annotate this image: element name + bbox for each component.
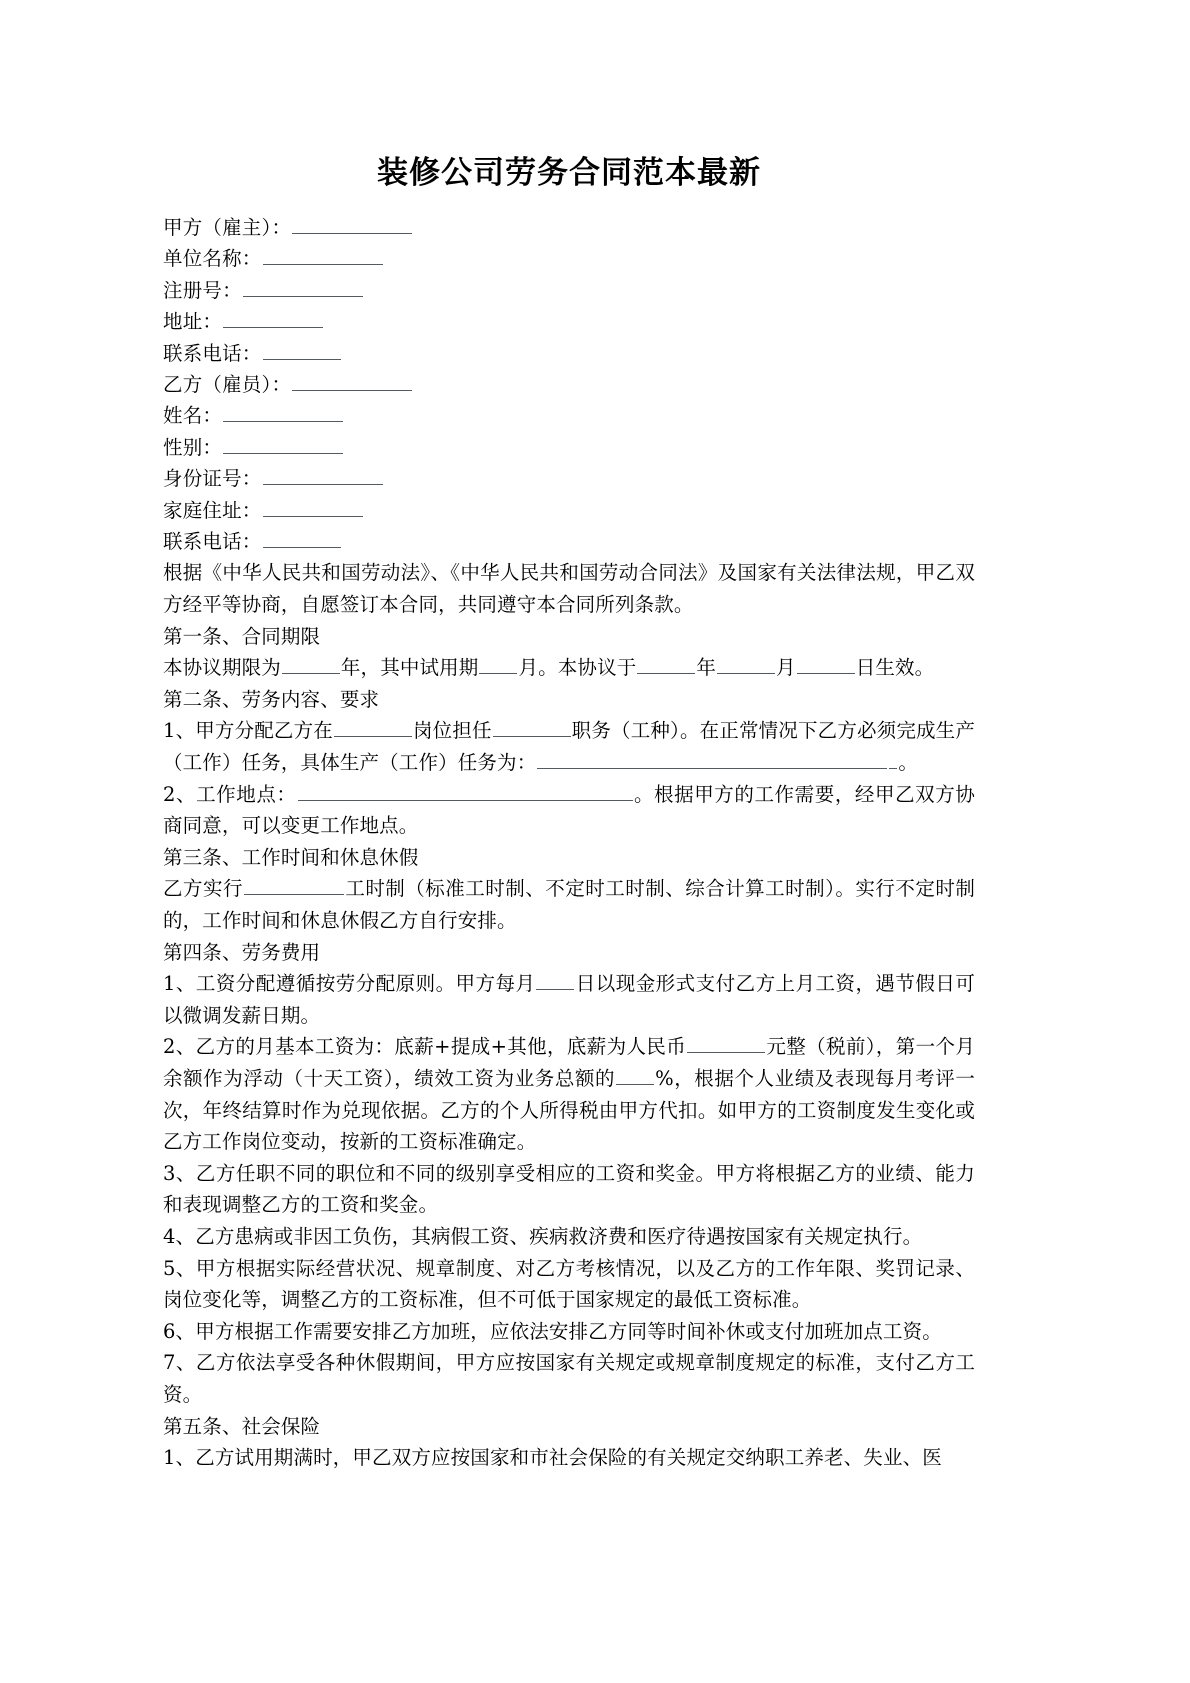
party-field-input-blank[interactable] xyxy=(223,403,343,423)
party-field-label: 姓名： xyxy=(163,404,223,428)
party-field-label: 乙方（雇员）： xyxy=(163,373,292,397)
article-clause xyxy=(163,1221,975,1253)
article-clause xyxy=(163,1442,975,1474)
clause-fill-in-blank[interactable] xyxy=(687,1034,765,1054)
clause-fill-in-blank[interactable] xyxy=(298,781,633,801)
party-field-row xyxy=(163,463,975,494)
article-heading: 第五条、社会保险 xyxy=(163,1414,321,1438)
article-clause xyxy=(163,1316,975,1348)
party-field-row xyxy=(163,212,975,243)
clause-fill-in-blank[interactable] xyxy=(889,750,897,770)
party-fields-block xyxy=(163,212,975,557)
clause-fill-in-blank[interactable] xyxy=(282,655,340,675)
clause-text: 6、甲方根据工作需要安排乙方加班，应依法安排乙方同等时间补休或支付加班加点工资。 xyxy=(163,1319,942,1343)
party-field-row xyxy=(163,432,975,463)
clause-text: 年，其中试用期 xyxy=(340,656,479,680)
party-field-label: 联系电话： xyxy=(163,341,262,365)
party-field-input-blank[interactable] xyxy=(263,340,341,360)
party-field-label: 地址： xyxy=(163,310,223,334)
party-field-row xyxy=(163,369,975,400)
clause-text: 工时制（标准工时制、不定时工时制、综合计算工时制）。实行不定时制的，工作时间和休息休假乙方自行安排。 xyxy=(163,877,975,932)
party-field-input-blank[interactable] xyxy=(263,529,341,549)
clause-text: 本协议期限为 xyxy=(163,656,281,680)
party-field-input-blank[interactable] xyxy=(263,246,383,266)
clause-text: 1、甲方分配乙方在 xyxy=(163,719,333,743)
article-clause xyxy=(163,1031,975,1157)
party-field-input-blank[interactable] xyxy=(223,434,343,454)
clause-text: 日以现金形式支付乙方上月工资，遇节假日可以微调发薪日期。 xyxy=(163,972,975,1027)
clause-fill-in-blank[interactable] xyxy=(717,655,775,675)
clause-text: %，根据个人业绩及表现每月考评一次，年终结算时作为兑现依据。乙方的个人所得税由甲方代扣。如甲方的工资制度发生变化或乙方工作岗位变动，按新的工资标准确定。 xyxy=(163,1066,975,1154)
party-field-label: 性别： xyxy=(163,435,223,459)
clause-text: 5、甲方根据实际经营状况、规章制度、对乙方考核情况，以及乙方的工作年限、奖罚记录、岗位变化等，调整乙方的工资标准，但不可低于国家规定的最低工资标准。 xyxy=(163,1256,975,1312)
party-field-input-blank[interactable] xyxy=(263,466,383,486)
party-field-input-blank[interactable] xyxy=(223,309,323,329)
article-clause xyxy=(163,1347,975,1410)
clause-fill-in-blank[interactable] xyxy=(616,1065,654,1085)
party-field-row xyxy=(163,400,975,431)
party-field-label: 身份证号： xyxy=(163,467,262,491)
party-field-row xyxy=(163,526,975,557)
clause-text: 乙方实行 xyxy=(163,877,243,901)
party-field-row xyxy=(163,306,975,337)
article-clause xyxy=(163,715,975,778)
party-field-label: 单位名称： xyxy=(163,247,262,271)
article-clause xyxy=(163,873,975,936)
clause-fill-in-blank[interactable] xyxy=(493,718,571,738)
party-field-label: 家庭住址： xyxy=(163,498,262,522)
articles-block xyxy=(163,621,975,1474)
party-field-input-blank[interactable] xyxy=(292,214,412,234)
clause-fill-in-blank[interactable] xyxy=(334,718,412,738)
party-field-row xyxy=(163,243,975,274)
party-field-input-blank[interactable] xyxy=(243,277,363,297)
article-clause xyxy=(163,779,975,842)
clause-fill-in-blank[interactable] xyxy=(244,876,344,896)
clause-fill-in-blank[interactable] xyxy=(537,750,887,770)
party-field-label: 联系电话： xyxy=(163,530,262,554)
article-heading: 第四条、劳务费用 xyxy=(163,940,321,964)
clause-text: 年 xyxy=(696,656,717,680)
party-field-label: 甲方（雇主）： xyxy=(163,216,292,239)
clause-fill-in-blank[interactable] xyxy=(797,655,855,675)
clause-fill-in-blank[interactable] xyxy=(479,655,517,675)
preamble-paragraph: 根据《中华人民共和国劳动法》、《中华人民共和国劳动合同法》及国家有关法律法规，甲乙双方经平等协商，自愿签订本合同，共同遵守本合同所列条款。 xyxy=(163,561,975,617)
article-heading: 第一条、合同期限 xyxy=(163,624,321,648)
clause-text: 3、乙方任职不同的职位和不同的级别享受相应的工资和奖金。甲方将根据乙方的业绩、能力和表现调整乙方的工资和奖金。 xyxy=(163,1161,975,1217)
clause-text: 1、乙方试用期满时，甲乙双方应按国家和市社会保险的有关规定交纳职工养老、失业、医 xyxy=(163,1446,942,1470)
page-title: 装修公司劳务合同范本最新 xyxy=(377,155,761,191)
clause-text: 元整（税前），第一个月余额作为浮动（十天工资），绩效工资为业务总额的 xyxy=(163,1035,975,1090)
clause-text: 月。本协议于 xyxy=(518,656,637,680)
article-clause xyxy=(163,1253,975,1316)
article-clause xyxy=(163,1158,975,1221)
clause-text: 4、乙方患病或非因工负伤，其病假工资、疾病救济费和医疗待遇按国家有关规定执行。 xyxy=(163,1224,923,1248)
clause-text: 2、乙方的月基本工资为：底薪+提成+其他，底薪为人民币 xyxy=(163,1035,687,1059)
article-clause xyxy=(163,652,975,684)
article-heading: 第三条、工作时间和休息休假 xyxy=(163,845,419,869)
clause-text: 2、工作地点： xyxy=(163,782,297,806)
party-field-row xyxy=(163,338,975,369)
party-field-input-blank[interactable] xyxy=(292,372,412,392)
clause-text: 职务（工种）。在正常情况下乙方必须完成生产（工作）任务，具体生产（工作）任务为： xyxy=(163,719,975,775)
clause-text: 岗位担任 xyxy=(412,719,492,743)
article-clause xyxy=(163,968,975,1031)
clause-text: 月 xyxy=(776,656,796,680)
party-field-label: 注册号： xyxy=(163,278,242,302)
clause-text: 日生效。 xyxy=(855,656,935,680)
party-field-row xyxy=(163,275,975,306)
document-body xyxy=(163,140,975,1474)
clause-text: 。根据甲方的工作需要，经甲乙双方协商同意，可以变更工作地点。 xyxy=(163,782,975,838)
party-field-row xyxy=(163,495,975,526)
clause-text: 7、乙方依法享受各种休假期间，甲方应按国家有关规定或规章制度规定的标准，支付乙方工资。 xyxy=(163,1351,975,1406)
article-heading: 第二条、劳务内容、要求 xyxy=(163,687,380,711)
party-field-input-blank[interactable] xyxy=(263,497,363,517)
clause-text: 1、工资分配遵循按劳分配原则。甲方每月 xyxy=(163,972,536,996)
clause-fill-in-blank[interactable] xyxy=(536,971,574,991)
clause-fill-in-blank[interactable] xyxy=(637,655,695,675)
clause-text: 。 xyxy=(898,751,919,775)
